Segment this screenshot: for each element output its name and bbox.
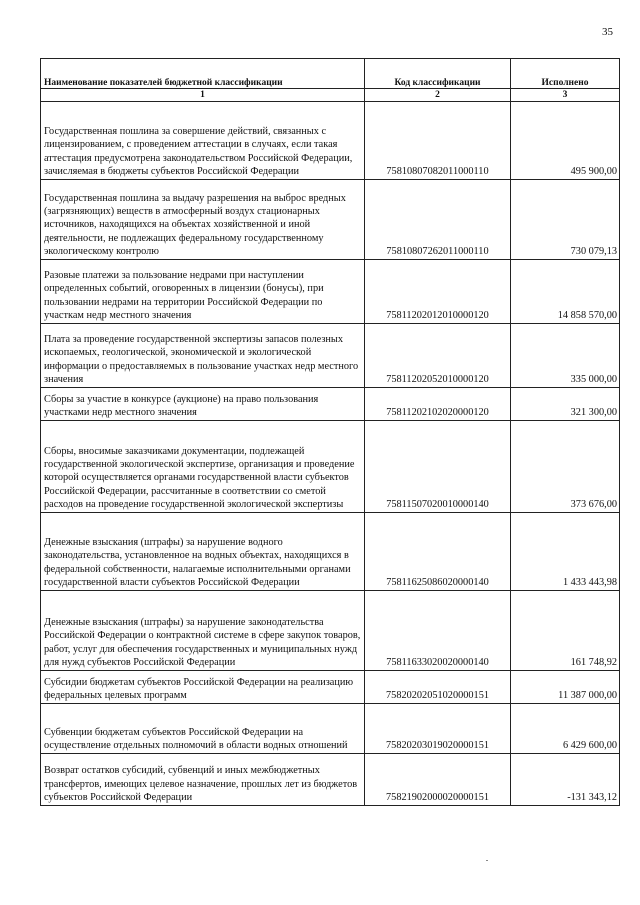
classification-code: 75811507020010000140 <box>365 421 511 513</box>
column-number-row <box>41 89 620 102</box>
executed-amount: 495 900,00 <box>511 102 620 180</box>
indicator-name: Денежные взыскания (штрафы) за нарушение законодательства Российской Федерации о контрактной системе в сфере закупок товаров, работ, услуг для обеспечения государственных и муниципальных нужд для нужд субъектов Российской Федерации <box>41 591 365 671</box>
table-row <box>41 671 620 704</box>
classification-code: 75811202102020000120 <box>365 388 511 421</box>
header-executed: Исполнено <box>511 59 620 89</box>
indicator-name: Субвенции бюджетам субъектов Российской Федерации на осуществление отдельных полномочий в области водных отношений <box>41 704 365 754</box>
header-row <box>41 59 620 89</box>
executed-amount: 11 387 000,00 <box>511 671 620 704</box>
indicator-name: Государственная пошлина за совершение действий, связанных с лицензированием, с проведением аттестации в случаях, если такая аттестация предусмотрена законодательством Российской Федерации, зачисляемая в бюджеты субъектов Российской Федерации <box>41 102 365 180</box>
indicator-name: Государственная пошлина за выдачу разрешения на выброс вредных (загрязняющих) веществ в атмосферный воздух стационарных источников, находящихся на объектах хозяйственной и иной деятельности, не подлежащих федеральному государственному экологическому контролю <box>41 180 365 260</box>
table-row <box>41 754 620 806</box>
executed-amount: 6 429 600,00 <box>511 704 620 754</box>
classification-code: 75811625086020000140 <box>365 513 511 591</box>
executed-amount: 161 748,92 <box>511 591 620 671</box>
page-number: 35 <box>602 26 613 38</box>
column-number: 1 <box>41 89 365 102</box>
column-number: 2 <box>365 89 511 102</box>
table-row <box>41 591 620 671</box>
table-row <box>41 324 620 388</box>
header-name: Наименование показателей бюджетной классификации <box>41 59 365 89</box>
table-row <box>41 421 620 513</box>
executed-amount: 14 858 570,00 <box>511 260 620 324</box>
executed-amount: 373 676,00 <box>511 421 620 513</box>
indicator-name: Денежные взыскания (штрафы) за нарушение водного законодательства, установленное на водных объектах, находящихся в федеральной собственности, налагаемые исполнительными органами государственной власти субъектов Российской Федерации <box>41 513 365 591</box>
table-row <box>41 513 620 591</box>
classification-code: 75820202051020000151 <box>365 671 511 704</box>
executed-amount: 730 079,13 <box>511 180 620 260</box>
table-row <box>41 180 620 260</box>
table-row <box>41 260 620 324</box>
classification-code: 75810807262011000110 <box>365 180 511 260</box>
budget-table <box>40 58 620 806</box>
classification-code: 75820203019020000151 <box>365 704 511 754</box>
executed-amount: -131 343,12 <box>511 754 620 806</box>
executed-amount: 335 000,00 <box>511 324 620 388</box>
table-row <box>41 102 620 180</box>
classification-code: 75811633020020000140 <box>365 591 511 671</box>
indicator-name: Возврат остатков субсидий, субвенций и иных межбюджетных трансфертов, имеющих целевое назначение, прошлых лет из бюджетов субъектов Российской Федерации <box>41 754 365 806</box>
table-row <box>41 388 620 421</box>
header-code: Код классификации <box>365 59 511 89</box>
classification-code: 75811202012010000120 <box>365 260 511 324</box>
executed-amount: 321 300,00 <box>511 388 620 421</box>
indicator-name: Сборы за участие в конкурсе (аукционе) на право пользования участками недр местного значения <box>41 388 365 421</box>
classification-code: 75811202052010000120 <box>365 324 511 388</box>
column-number: 3 <box>511 89 620 102</box>
executed-amount: 1 433 443,98 <box>511 513 620 591</box>
indicator-name: Сборы, вносимые заказчиками документации, подлежащей государственной экологической экспертизе, организация и проведение которой осуществляется органами государственной власти субъектов Российской Федерации, рассчитанные в соответствии со сметой расходов на проведение государственной экологической экспертизы <box>41 421 365 513</box>
table-row <box>41 704 620 754</box>
classification-code: 75821902000020000151 <box>365 754 511 806</box>
indicator-name: Разовые платежи за пользование недрами при наступлении определенных событий, оговоренных в лицензии (бонусы), при пользовании недрами на территории Российской Федерации по участкам недр местного значения <box>41 260 365 324</box>
scan-speck <box>486 860 488 861</box>
indicator-name: Субсидии бюджетам субъектов Российской Федерации на реализацию федеральных целевых программ <box>41 671 365 704</box>
indicator-name: Плата за проведение государственной экспертизы запасов полезных ископаемых, геологической, экономической и экологической информации о предоставляемых в пользование участках недр местного значения <box>41 324 365 388</box>
classification-code: 75810807082011000110 <box>365 102 511 180</box>
